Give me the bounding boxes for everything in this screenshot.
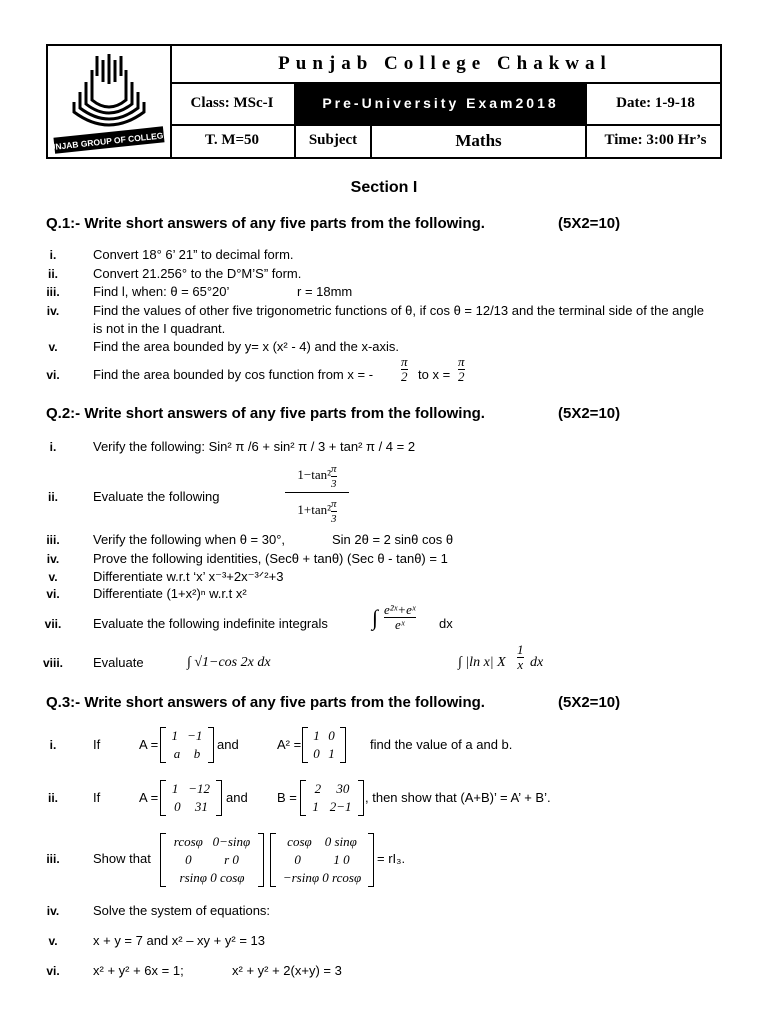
matrix-B: 2 30 1 2−1: [300, 780, 364, 816]
subject-value: Maths: [370, 124, 585, 157]
exam-date: Date: 1-9-18: [585, 82, 724, 124]
q1-title: Q.1:- Write short answers of any five parts from the following.: [46, 215, 485, 232]
fraction: $\frac{\pi}{2}$: [401, 354, 408, 384]
q2-marks: (5X2=10): [558, 405, 621, 422]
q3-title: Q.3:- Write short answers of any five parts from the following.: [46, 694, 485, 711]
integral-sign: ∫: [372, 605, 379, 630]
matrix-A: 1 −1 a b: [160, 727, 214, 763]
section-title: Section I: [350, 179, 418, 196]
matrix-A2: 1 0 0 1: [302, 727, 346, 763]
q1-marks: (5X2=10): [558, 215, 621, 232]
q2-heading: [46, 405, 621, 422]
q1-heading: [46, 215, 621, 232]
matrix-rotation-1: rcosφ 0−sinφ 0 r 0 rsinφ 0 cosφ: [160, 833, 264, 887]
exam-header: [46, 44, 722, 159]
matrix-A: 1 −12 0 31: [160, 780, 222, 816]
matrix-rotation-2: cosφ 0 sinφ 0 1 0 −rsinφ 0 rcosφ: [270, 833, 374, 887]
q2-title: Q.2:- Write short answers of any five parts from the following.: [46, 405, 485, 422]
subject-label: Subject: [294, 124, 370, 157]
total-marks: T. M=50: [204, 132, 260, 148]
q3-marks: (5X2=10): [558, 694, 621, 711]
exam-title: Pre-University Exam2018: [294, 82, 585, 124]
logo-text: PUNJAB GROUP OF COLLEGES: [48, 129, 170, 153]
q3-heading: [46, 694, 621, 711]
college-logo: [48, 46, 172, 157]
college-name: Punjab College Chakwal: [170, 46, 720, 84]
fraction: $\frac{\pi}{2}$: [458, 354, 465, 384]
exam-time: Time: 3:00 Hr’s: [585, 124, 724, 157]
class-label: Class: MSc-I: [190, 95, 274, 111]
integrand-fraction: $\frac{\text{e²ˣ+eˣ}}{\text{eˣ}}$: [384, 602, 416, 632]
tan-fraction: 1−tan² $\frac{\pi}{3}$ 1+tan² $\frac{\pi}{3}$: [285, 458, 349, 527]
